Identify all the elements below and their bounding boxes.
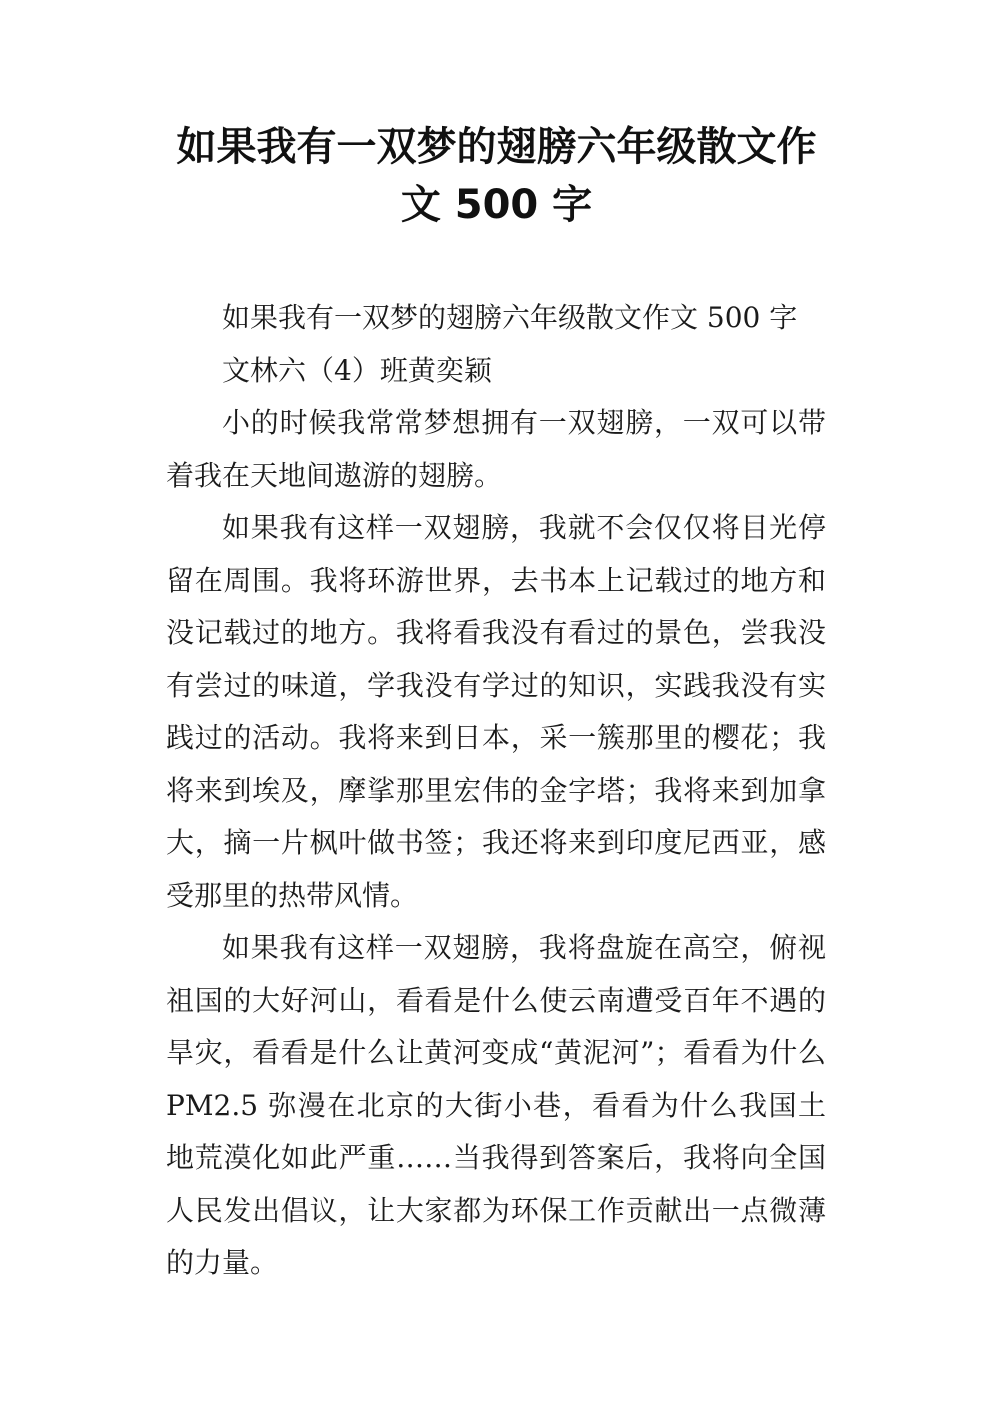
document-title xyxy=(150,118,843,234)
title-line-1: 如果我有一双梦的翅膀六年级散文作 xyxy=(176,124,817,170)
title-line-2: 文 500 字 xyxy=(400,182,593,228)
subtitle-paragraph: 如果我有一双梦的翅膀六年级散文作文 500 字 xyxy=(222,301,798,334)
document-body xyxy=(166,292,826,1290)
body-paragraph: 如果我有这样一双翅膀，我就不会仅仅将目光停留在周围。我将环游世界，去书本上记载过的地方和没记载过的地方。我将看我没有看过的景色，尝我没有尝过的味道，学我没有学过的知识，实践我没有实践过的活动。我将来到日本，采一簇那里的樱花；我将来到埃及，摩挲那里宏伟的金字塔；我将来到加拿大，摘一片枫叶做书签；我还将来到印度尼西亚，感受那里的热带风情。 xyxy=(166,511,826,912)
body-paragraph: 如果我有这样一双翅膀，我将盘旋在高空，俯视祖国的大好河山，看看是什么使云南遭受百年不遇的旱灾，看看是什么让黄河变成“黄泥河”；看看为什么 PM2.5 弥漫在北京的大街小巷，看看为什么我国土地荒漠化如此严重……当我得到答案后，我将向全国人民发出倡议，让大家都为环保工作贡献出一点微薄的力量。 xyxy=(166,931,826,1279)
body-paragraph: 小的时候我常常梦想拥有一双翅膀，一双可以带着我在天地间遨游的翅膀。 xyxy=(166,406,826,492)
author-paragraph: 文林六（4）班黄奕颖 xyxy=(222,353,492,387)
